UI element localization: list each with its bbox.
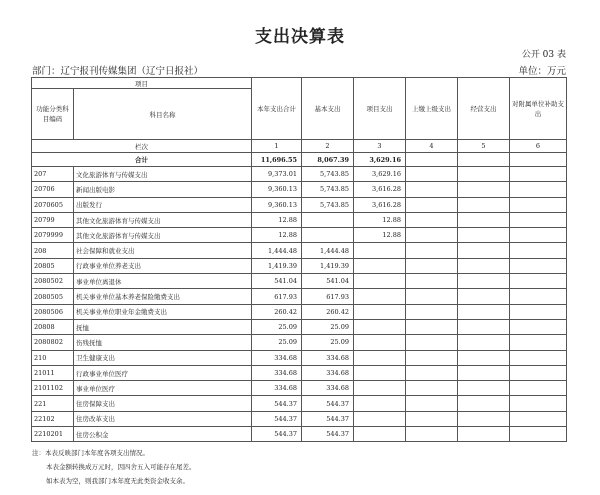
row-empty-cell (406, 381, 458, 396)
row-empty-cell (510, 289, 567, 304)
table-row (32, 365, 567, 380)
row-total: 544.37 (252, 411, 302, 426)
table-row (32, 381, 567, 396)
row-code: 2080505 (32, 289, 74, 304)
table-row (32, 335, 567, 350)
col-number: 3 (354, 140, 406, 153)
row-code: 221 (32, 396, 74, 411)
row-basic: 544.37 (302, 427, 354, 442)
row-empty-cell (458, 167, 510, 182)
row-empty-cell (510, 197, 567, 212)
row-basic: 541.04 (302, 274, 354, 289)
row-empty-cell (458, 228, 510, 243)
row-total: 1,444.48 (252, 243, 302, 258)
row-empty-cell (510, 319, 567, 334)
row-empty-cell (458, 212, 510, 227)
row-basic: 5,743.85 (302, 197, 354, 212)
row-empty-cell (510, 274, 567, 289)
row-code: 210 (32, 350, 74, 365)
row-empty-cell (458, 197, 510, 212)
row-empty-cell (406, 212, 458, 227)
row-basic: 1,419.39 (302, 258, 354, 273)
row-empty-cell (510, 304, 567, 319)
row-empty-cell (406, 289, 458, 304)
row-empty-cell (406, 228, 458, 243)
row-total: 12.88 (252, 228, 302, 243)
row-empty-cell (458, 350, 510, 365)
row-project (354, 335, 406, 350)
row-subject-name: 住房公积金 (74, 427, 252, 442)
row-subject-name: 其他文化旅游体育与传媒支出 (74, 228, 252, 243)
row-project (354, 381, 406, 396)
col-number: 2 (302, 140, 354, 153)
row-empty-cell (510, 243, 567, 258)
row-basic: 5,743.85 (302, 167, 354, 182)
row-empty-cell (406, 427, 458, 442)
header-func-code: 功能分类科目编码 (32, 89, 74, 140)
table-row (32, 228, 567, 243)
header-upload: 上缴上级支出 (406, 78, 458, 140)
note-line: 注：本表反映部门本年度各项支出情况。 (32, 449, 149, 457)
row-empty-cell (406, 258, 458, 273)
row-empty-cell (510, 411, 567, 426)
row-empty-cell (510, 335, 567, 350)
row-project (354, 289, 406, 304)
header-total: 本年支出合计 (252, 78, 302, 140)
row-total: 544.37 (252, 396, 302, 411)
row-empty-cell (458, 289, 510, 304)
col-number: 6 (510, 140, 567, 153)
row-subject-name: 新闻出版电影 (74, 182, 252, 197)
row-subject-name: 社会保障和就业支出 (74, 243, 252, 258)
row-code: 2070605 (32, 197, 74, 212)
row-code: 2080802 (32, 335, 74, 350)
table-row (32, 304, 567, 319)
notes (32, 446, 196, 488)
row-empty-cell (510, 381, 567, 396)
row-total: 12.88 (252, 212, 302, 227)
table-code: 公开 03 表 (521, 50, 566, 60)
row-project: 3,616.28 (354, 182, 406, 197)
row-subject-name: 机关事业单位基本养老保险缴费支出 (74, 289, 252, 304)
row-basic: 1,444.48 (302, 243, 354, 258)
row-subject-name: 机关事业单位职业年金缴费支出 (74, 304, 252, 319)
row-project (354, 350, 406, 365)
row-total: 25.09 (252, 335, 302, 350)
row-total: 334.68 (252, 365, 302, 380)
row-code: 20706 (32, 182, 74, 197)
header-business: 经营支出 (458, 78, 510, 140)
header-subject-name: 科目名称 (74, 89, 252, 140)
row-subject-name: 抚恤 (74, 319, 252, 334)
department-label: 部门：辽宁报刊传媒集团（辽宁日报社） (32, 66, 204, 77)
note-line: 本表金额转换成万元时，因四舍五入可能存在尾差。 (46, 463, 196, 471)
row-basic: 260.42 (302, 304, 354, 319)
col-number: 4 (406, 140, 458, 153)
row-project (354, 319, 406, 334)
row-code: 2079999 (32, 228, 74, 243)
row-project: 3,616.28 (354, 197, 406, 212)
row-code: 2080506 (32, 304, 74, 319)
row-empty-cell (458, 335, 510, 350)
row-total: 617.93 (252, 289, 302, 304)
row-project (354, 365, 406, 380)
row-total: 260.42 (252, 304, 302, 319)
row-code: 2101102 (32, 381, 74, 396)
col-number: 1 (252, 140, 302, 153)
row-code: 2080502 (32, 274, 74, 289)
row-basic: 334.68 (302, 365, 354, 380)
row-basic: 334.68 (302, 350, 354, 365)
table-row (32, 182, 567, 197)
header-project: 项目 (32, 78, 252, 89)
row-empty-cell (406, 243, 458, 258)
table-row (32, 396, 567, 411)
row-project (354, 411, 406, 426)
row-empty-cell (458, 381, 510, 396)
row-empty-cell (406, 304, 458, 319)
row-empty-cell (406, 365, 458, 380)
row-project (354, 304, 406, 319)
row-subject-name: 出版发行 (74, 197, 252, 212)
row-subject-name: 文化旅游体育与传媒支出 (74, 167, 252, 182)
row-empty-cell (510, 365, 567, 380)
unit-label: 单位：万元 (518, 66, 566, 77)
row-code: 22102 (32, 411, 74, 426)
row-empty-cell (406, 350, 458, 365)
row-project (354, 396, 406, 411)
row-total: 9,360.13 (252, 197, 302, 212)
row-basic: 544.37 (302, 411, 354, 426)
total-sum: 11,696.55 (252, 153, 302, 167)
row-empty-cell (510, 427, 567, 442)
row-code: 208 (32, 243, 74, 258)
row-empty-cell (458, 243, 510, 258)
row-empty-cell (510, 182, 567, 197)
row-empty-cell (510, 228, 567, 243)
table-row (32, 274, 567, 289)
total-project: 3,629.16 (354, 153, 406, 167)
table-row (32, 258, 567, 273)
row-empty-cell (458, 304, 510, 319)
row-empty-cell (458, 396, 510, 411)
row-project (354, 258, 406, 273)
row-total: 334.68 (252, 350, 302, 365)
total-label: 合计 (32, 153, 252, 167)
row-code: 2210201 (32, 427, 74, 442)
row-empty-cell (510, 167, 567, 182)
row-basic (302, 228, 354, 243)
table-row (32, 289, 567, 304)
col-number: 5 (458, 140, 510, 153)
row-empty-cell (406, 167, 458, 182)
table-row (32, 243, 567, 258)
row-project: 3,629.16 (354, 167, 406, 182)
header-basic: 基本支出 (302, 78, 354, 140)
row-basic: 617.93 (302, 289, 354, 304)
row-empty-cell (458, 319, 510, 334)
row-empty-cell (458, 274, 510, 289)
table-row (32, 350, 567, 365)
table-row (32, 212, 567, 227)
row-empty-cell (510, 396, 567, 411)
row-subject-name: 伤残抚恤 (74, 335, 252, 350)
table-row (32, 427, 567, 442)
row-project: 12.88 (354, 212, 406, 227)
row-empty-cell (458, 427, 510, 442)
row-project: 12.88 (354, 228, 406, 243)
row-empty-cell (406, 319, 458, 334)
row-empty-cell (458, 411, 510, 426)
row-code: 20805 (32, 258, 74, 273)
row-subject-name: 住房改革支出 (74, 411, 252, 426)
table-row (32, 411, 567, 426)
row-total: 25.09 (252, 319, 302, 334)
table-row (32, 167, 567, 182)
row-empty-cell (458, 258, 510, 273)
note-line: 如本表为空，则我部门本年度无此类资金收支余。 (46, 477, 189, 485)
row-empty-cell (406, 335, 458, 350)
row-subject-name: 事业单位医疗 (74, 381, 252, 396)
header-subsidiary: 对附属单位补助支出 (510, 78, 567, 140)
row-basic: 25.09 (302, 319, 354, 334)
row-total: 541.04 (252, 274, 302, 289)
row-basic: 25.09 (302, 335, 354, 350)
row-empty-cell (406, 396, 458, 411)
row-code: 207 (32, 167, 74, 182)
page-title: 支出决算表 (255, 27, 345, 47)
table-row (32, 197, 567, 212)
row-project (354, 274, 406, 289)
row-code: 21011 (32, 365, 74, 380)
row-project (354, 243, 406, 258)
row-empty-cell (458, 182, 510, 197)
row-total: 1,419.39 (252, 258, 302, 273)
row-code: 20808 (32, 319, 74, 334)
row-empty-cell (510, 258, 567, 273)
row-basic: 5,743.85 (302, 182, 354, 197)
row-total: 334.68 (252, 381, 302, 396)
row-empty-cell (510, 212, 567, 227)
total-basic: 8,067.39 (302, 153, 354, 167)
row-basic (302, 212, 354, 227)
row-empty-cell (510, 350, 567, 365)
row-code: 20799 (32, 212, 74, 227)
row-total: 9,373.01 (252, 167, 302, 182)
row-project (354, 427, 406, 442)
expenditure-table (31, 77, 567, 442)
row-total: 9,360.13 (252, 182, 302, 197)
row-empty-cell (406, 182, 458, 197)
row-empty-cell (458, 365, 510, 380)
header-project-exp: 项目支出 (354, 78, 406, 140)
row-subject-name: 事业单位离退休 (74, 274, 252, 289)
row-empty-cell (406, 274, 458, 289)
row-empty-cell (406, 197, 458, 212)
row-total: 544.37 (252, 427, 302, 442)
row-subject-name: 其他文化旅游体育与传媒支出 (74, 212, 252, 227)
row-basic: 334.68 (302, 381, 354, 396)
row-empty-cell (406, 411, 458, 426)
row-subject-name: 行政事业单位养老支出 (74, 258, 252, 273)
row-subject-name: 卫生健康支出 (74, 350, 252, 365)
row-subject-name: 住房保障支出 (74, 396, 252, 411)
col-label: 栏次 (32, 140, 252, 153)
row-basic: 544.37 (302, 396, 354, 411)
table-row (32, 319, 567, 334)
row-subject-name: 行政事业单位医疗 (74, 365, 252, 380)
